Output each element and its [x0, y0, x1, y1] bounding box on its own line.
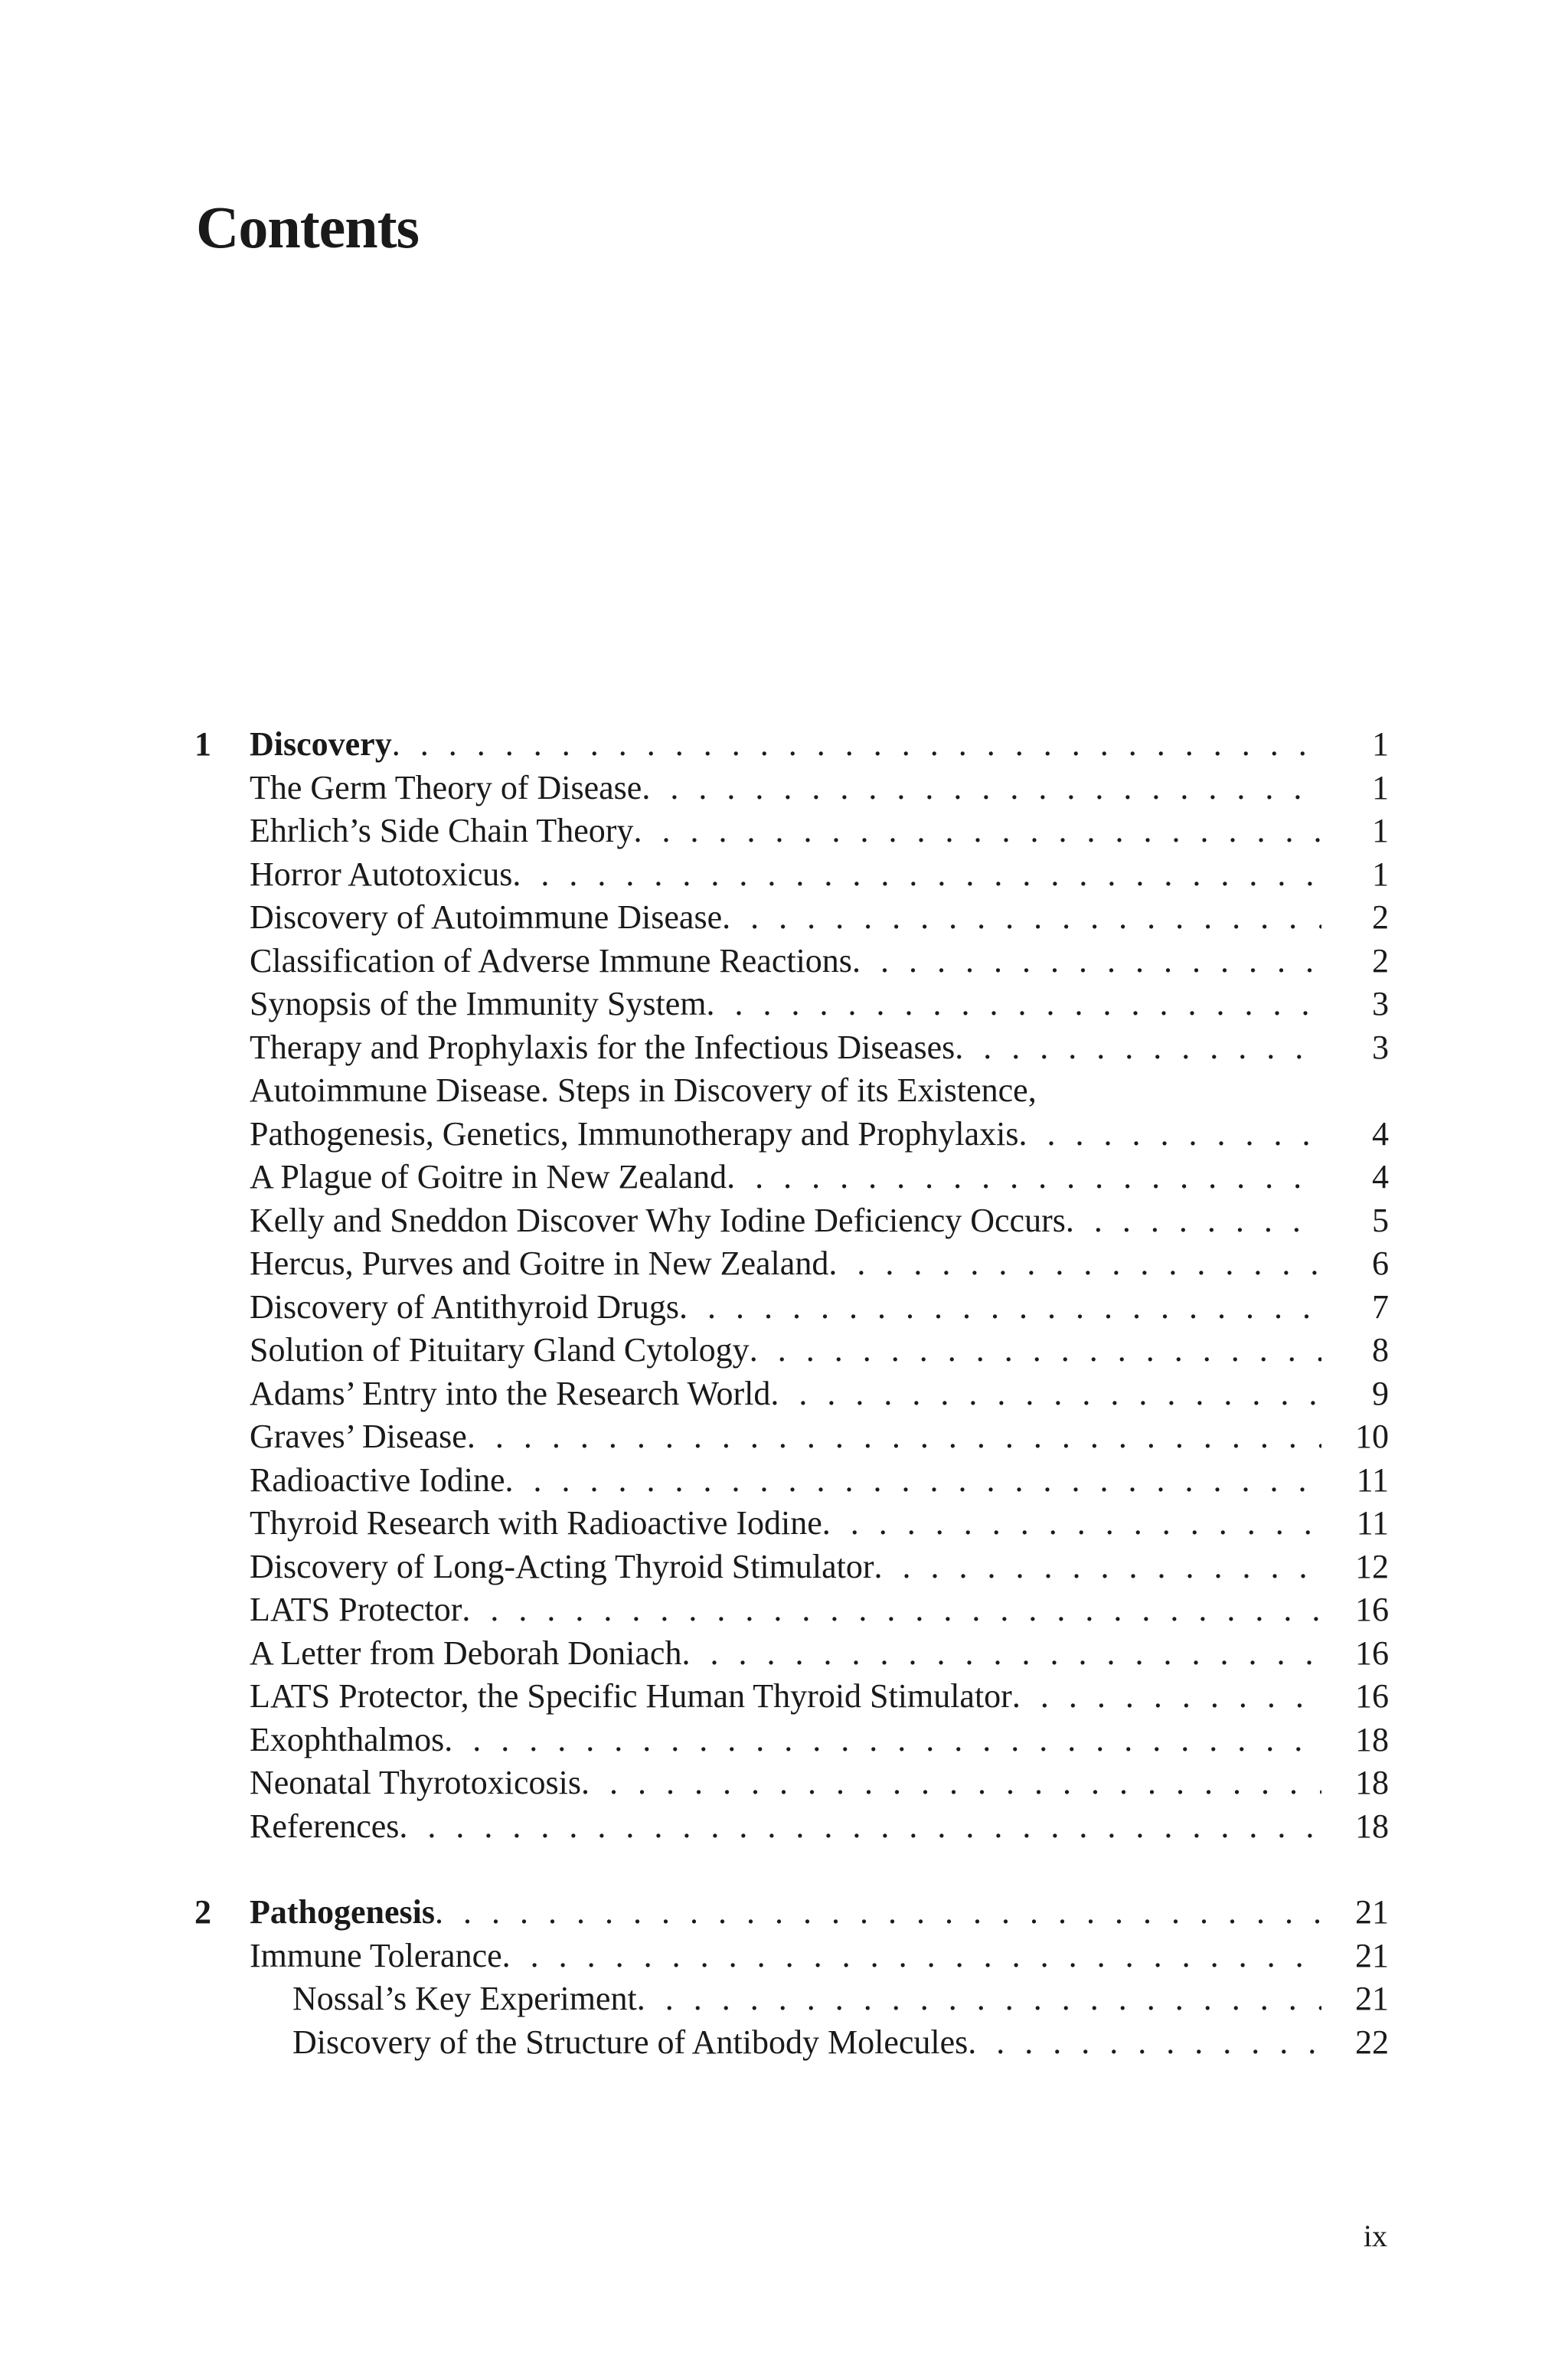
page-number: 4 [1372, 1114, 1389, 1153]
entry-title: Adams’ Entry into the Research World [250, 1374, 771, 1412]
dot-leader [502, 1935, 1321, 1977]
dot-leader [750, 1329, 1321, 1372]
toc-entry[interactable] [194, 1113, 1389, 1156]
dot-leader [633, 810, 1321, 852]
page-number: 11 [1356, 1460, 1389, 1499]
entry-title: Discovery of Antithyroid Drugs [250, 1287, 679, 1326]
dot-leader [874, 1546, 1321, 1588]
page-folio: ix [1363, 2219, 1387, 2253]
dot-leader [637, 1977, 1321, 2020]
dot-leader [681, 1632, 1321, 1675]
page-number: 5 [1372, 1201, 1389, 1239]
dot-leader [822, 1502, 1321, 1545]
entry-title: Hercus, Purves and Goitre in New Zealand [250, 1245, 829, 1282]
entry-title: Radioactive Iodine [250, 1460, 505, 1499]
dot-leader [852, 940, 1321, 983]
toc-entry[interactable] [194, 1372, 1389, 1416]
page-number: 1 [1372, 725, 1389, 763]
page-number: 7 [1372, 1287, 1389, 1326]
toc-entry[interactable] [194, 1805, 1389, 1849]
page-number: 16 [1355, 1634, 1389, 1672]
entry-title: Nossal’s Key Experiment [292, 1980, 637, 2017]
page-number: 12 [1355, 1547, 1389, 1585]
page-number: 3 [1372, 1028, 1389, 1066]
page-number: 3 [1372, 985, 1389, 1022]
entry-title: Classification of Adverse Immune Reactions [250, 941, 852, 980]
entry-title: Neonatal Thyrotoxicosis [250, 1764, 581, 1801]
chapter-heading-row[interactable] [194, 723, 1389, 767]
toc-entry[interactable] [194, 896, 1389, 940]
toc-entry[interactable] [194, 853, 1389, 897]
toc-entry[interactable] [194, 1675, 1389, 1719]
dot-leader [642, 767, 1321, 810]
dot-leader [505, 1459, 1321, 1502]
toc-entry[interactable] [194, 1588, 1389, 1632]
entry-title: Solution of Pituitary Gland Cytology [250, 1331, 750, 1369]
toc-entry[interactable] [194, 1156, 1389, 1199]
entry-title: References [250, 1807, 400, 1845]
toc-entry[interactable] [194, 1286, 1389, 1330]
chapter-title: Pathogenesis [250, 1893, 435, 1931]
chapter-number: 2 [194, 1893, 211, 1931]
page-number: 6 [1372, 1245, 1389, 1282]
toc-entry[interactable] [194, 1632, 1389, 1676]
entry-title: Exophthalmos [250, 1720, 445, 1758]
toc-entry[interactable] [194, 1761, 1389, 1805]
dot-leader [955, 1026, 1321, 1069]
toc-entry[interactable] [194, 1026, 1389, 1070]
entry-title: Discovery of Long-Acting Thyroid Stimulator [250, 1547, 874, 1585]
toc-entry[interactable] [194, 1242, 1389, 1286]
toc-entry[interactable] [194, 1719, 1389, 1762]
chapter-heading-row[interactable] [194, 1891, 1389, 1935]
toc-entry[interactable] [194, 1502, 1389, 1546]
dot-leader [392, 723, 1321, 766]
toc-entry[interactable] [194, 1329, 1389, 1372]
entry-title: Ehrlich’s Side Chain Theory [250, 812, 634, 849]
dot-leader [512, 853, 1321, 896]
page-number: 9 [1372, 1374, 1389, 1412]
toc-subentry[interactable] [194, 1977, 1389, 2021]
page-title: Contents [196, 194, 420, 260]
dot-leader [706, 983, 1321, 1025]
entry-title: Kelly and Sneddon Discover Why Iodine Deficiency Occurs [250, 1201, 1066, 1239]
page-number: 2 [1372, 941, 1389, 980]
toc-entry[interactable] [194, 1459, 1389, 1503]
toc-entry[interactable] [194, 1199, 1389, 1243]
chapter-number: 1 [194, 725, 211, 763]
dot-leader [1012, 1675, 1321, 1718]
page-number: 1 [1372, 812, 1389, 849]
entry-title: Synopsis of the Immunity System [250, 985, 707, 1022]
page-number: 18 [1355, 1764, 1389, 1801]
page-number: 22 [1355, 2023, 1389, 2061]
entry-title: A Letter from Deborah Doniach [250, 1634, 682, 1672]
dot-leader [435, 1891, 1321, 1934]
page-number: 16 [1355, 1591, 1389, 1628]
chapter-1 [194, 723, 1389, 1848]
page-number: 11 [1356, 1504, 1389, 1542]
toc-entry[interactable] [194, 983, 1389, 1026]
entry-title: Horror Autotoxicus [250, 855, 513, 893]
entry-title: Graves’ Disease [250, 1418, 467, 1455]
dot-leader [1066, 1199, 1321, 1242]
chapter-title: Discovery [250, 725, 392, 763]
toc-entry[interactable] [194, 1935, 1389, 1978]
page-number: 16 [1355, 1677, 1389, 1715]
entry-title: Thyroid Research with Radioactive Iodine [250, 1504, 822, 1542]
entry-title: Pathogenesis, Genetics, Immunotherapy and Prophylaxis [250, 1114, 1019, 1153]
toc-entry[interactable] [194, 940, 1389, 983]
page-number: 21 [1355, 1980, 1389, 2017]
entry-title: LATS Protector [250, 1591, 462, 1628]
dot-leader [399, 1805, 1321, 1848]
dot-leader [828, 1242, 1321, 1285]
dot-leader [770, 1372, 1321, 1415]
page-number: 1 [1372, 855, 1389, 893]
entry-title: Immune Tolerance [250, 1936, 502, 1974]
toc-entry[interactable] [194, 810, 1389, 853]
table-of-contents [194, 723, 1389, 2107]
chapter-2 [194, 1891, 1389, 2064]
dot-leader [968, 2021, 1321, 2064]
page-number: 18 [1355, 1720, 1389, 1758]
toc-entry-first-line[interactable] [194, 1069, 1389, 1113]
toc-entry[interactable] [194, 1415, 1389, 1459]
entry-title: LATS Protector, the Specific Human Thyroid Stimulator [250, 1677, 1012, 1715]
entry-title: Discovery of the Structure of Antibody Molecules [292, 2023, 969, 2061]
page-number: 2 [1372, 898, 1389, 936]
dot-leader [467, 1415, 1321, 1458]
page-number: 10 [1355, 1418, 1389, 1455]
page-number: 4 [1372, 1158, 1389, 1196]
dot-leader [727, 1156, 1321, 1199]
dot-leader [581, 1761, 1321, 1804]
page-number: 1 [1372, 768, 1389, 806]
toc-entry[interactable] [194, 767, 1389, 810]
dot-leader [679, 1286, 1321, 1329]
entry-title: A Plague of Goitre in New Zealand [250, 1158, 727, 1196]
entry-title-line1: Autoimmune Disease. Steps in Discovery of its Existence, [250, 1071, 1037, 1109]
dot-leader [1018, 1113, 1321, 1156]
page-number: 8 [1372, 1331, 1389, 1369]
entry-title: Therapy and Prophylaxis for the Infectious Diseases [250, 1028, 956, 1066]
page-number: 21 [1355, 1893, 1389, 1931]
page-number: 21 [1355, 1936, 1389, 1974]
dot-leader [462, 1588, 1321, 1631]
dot-leader [444, 1719, 1321, 1761]
dot-leader [722, 896, 1321, 939]
toc-subentry[interactable] [194, 2021, 1389, 2065]
page-number: 18 [1355, 1807, 1389, 1845]
entry-title: The Germ Theory of Disease [250, 768, 642, 806]
toc-entry[interactable] [194, 1546, 1389, 1589]
entry-title: Discovery of Autoimmune Disease [250, 898, 723, 936]
